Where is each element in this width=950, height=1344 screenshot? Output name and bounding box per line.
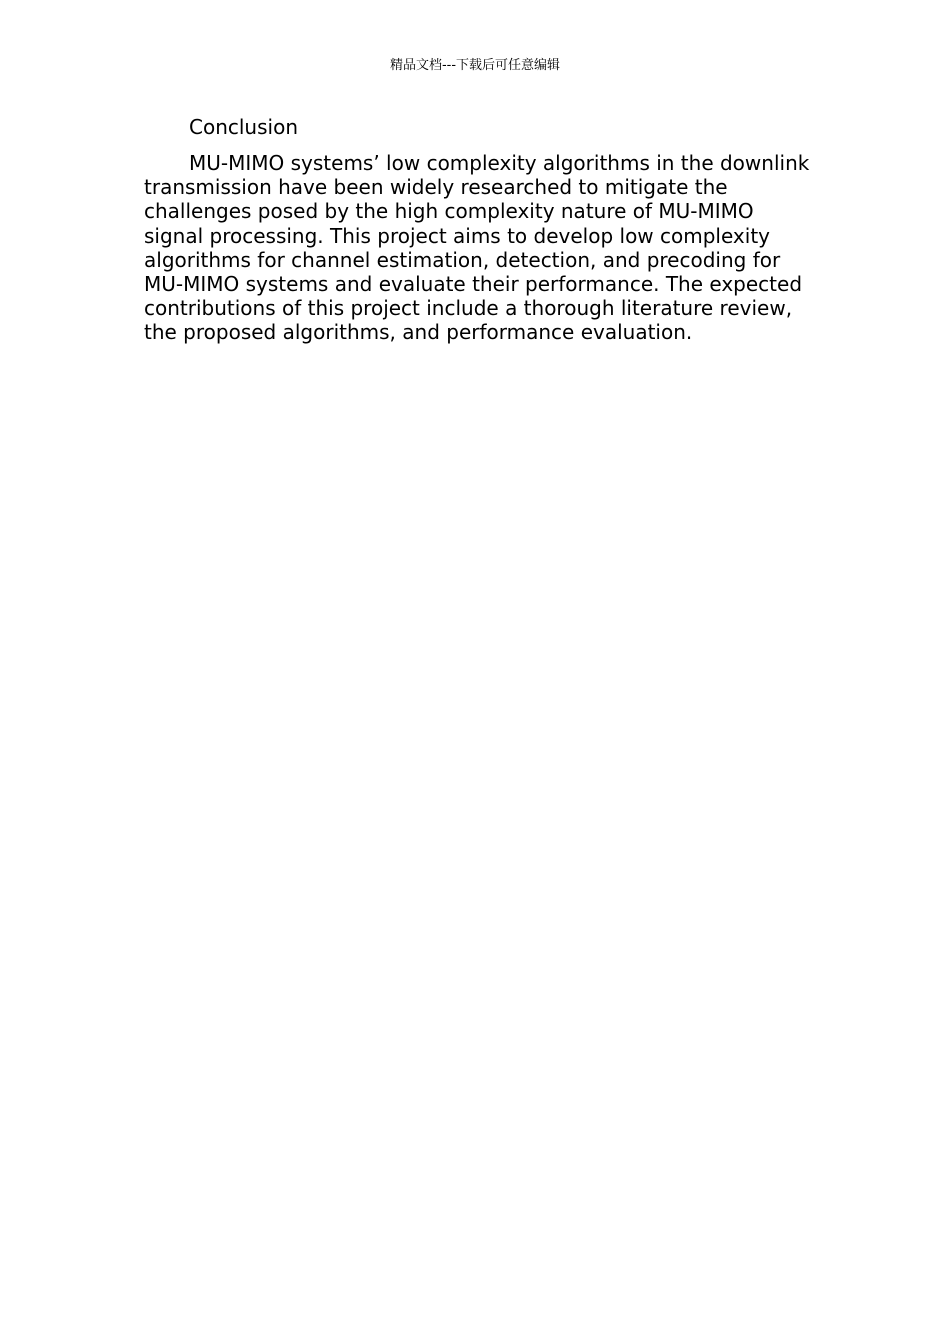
body-paragraph: MU-MIMO systems’ low complexity algorithms in the downlink transmission have been widely researched to mitigate the challenges posed by the high complexity nature of MU-MIMO signal processing. This project aims to develop low complexity algorithms for channel estimation, detection, and precoding for MU-MIMO systems and evaluate their performance. The expected contributions of this project include a thorough literature review, the proposed algorithms, and performance evaluation.	[144, 151, 810, 345]
header-note: 精品文档---下载后可任意编辑	[389, 58, 561, 73]
document-body	[144, 113, 812, 345]
section-heading: Conclusion	[189, 115, 298, 139]
